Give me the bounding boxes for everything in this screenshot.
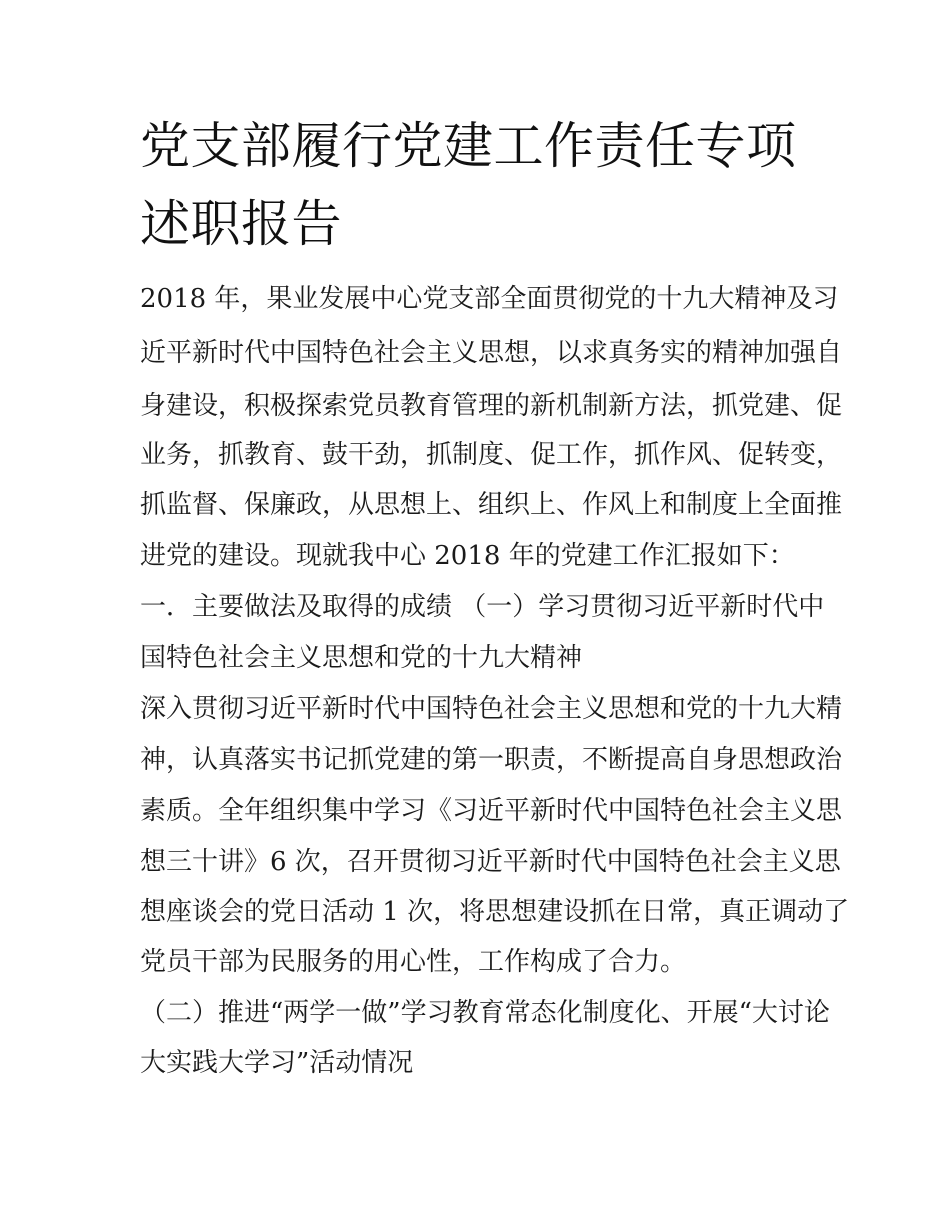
body-line: 深入贯彻习近平新时代中国特色社会主义思想和党的十九大精 xyxy=(140,694,843,724)
body-line: 身建设，积极探索党员教育管理的新机制新方法，抓党建、促 xyxy=(140,391,843,421)
body-line: 素质。全年组织集中学习《习近平新时代中国特色社会主义思 xyxy=(140,796,843,826)
body-line: 抓监督、保廉政，从思想上、组织上、作风上和制度上全面推 xyxy=(140,490,843,520)
document-title-line-2: 述职报告 xyxy=(140,195,342,253)
body-line: 党员干部为民服务的用心性，工作构成了合力。 xyxy=(140,947,687,977)
body-line: 神，认真落实书记抓党建的第一职责，不断提高自身思想政治 xyxy=(140,745,843,775)
body-line: 想三十讲》6 次，召开贯彻习近平新时代中国特色社会主义思 xyxy=(140,847,841,877)
section-heading-line: 国特色社会主义思想和党的十九大精神 xyxy=(140,643,583,673)
body-line: 业务，抓教育、鼓干劲，抓制度、促工作，抓作风、促转变， xyxy=(140,440,843,470)
section-heading-line: 一．主要做法及取得的成绩 （一）学习贯彻习近平新时代中 xyxy=(140,592,825,622)
section-heading-line: （二）推进“两学一做”学习教育常态化制度化、开展“大讨论 xyxy=(140,998,830,1028)
body-line: 想座谈会的党日活动 1 次，将思想建设抓在日常，真正调动了 xyxy=(140,897,850,927)
body-line: 近平新时代中国特色社会主义思想，以求真务实的精神加强自 xyxy=(140,338,843,368)
document-title-line-1: 党支部履行党建工作责任专项 xyxy=(140,117,797,175)
body-line: 2018 年，果业发展中心党支部全面贯彻党的十九大精神及习 xyxy=(140,284,839,314)
section-heading-line: 大实践大学习”活动情况 xyxy=(140,1048,414,1078)
body-line: 进党的建设。现就我中心 2018 年的党建工作汇报如下： xyxy=(140,541,795,571)
